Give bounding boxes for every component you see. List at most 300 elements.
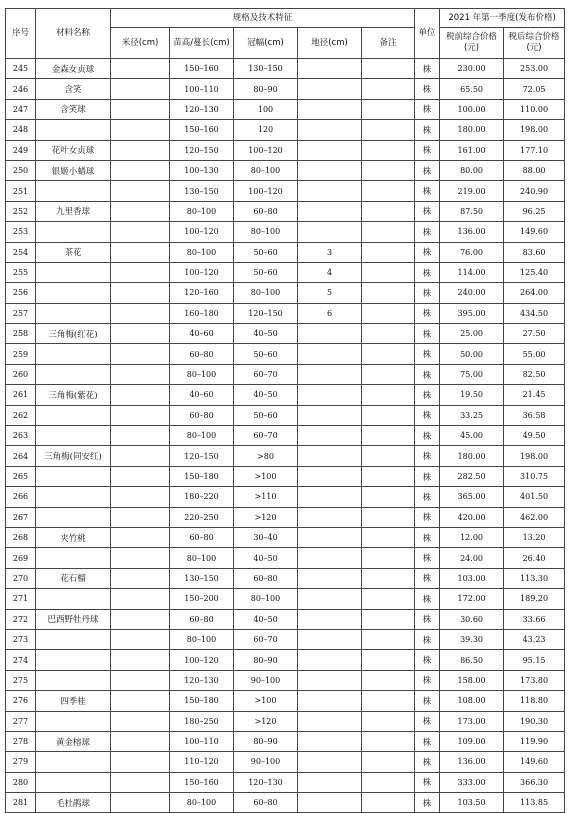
cell-note xyxy=(362,324,415,344)
table-row xyxy=(6,242,565,262)
table-row xyxy=(6,650,565,670)
cell-dijing xyxy=(298,140,362,160)
cell-unit: 株 xyxy=(415,324,440,344)
cell-note xyxy=(362,181,415,201)
cell-mijing xyxy=(111,405,170,425)
cell-unit: 株 xyxy=(415,629,440,649)
cell-crown: 50–60 xyxy=(234,405,298,425)
cell-note xyxy=(362,752,415,772)
cell-unit: 株 xyxy=(415,466,440,486)
cell-unit: 株 xyxy=(415,711,440,731)
table-row xyxy=(6,670,565,690)
cell-height: 160–180 xyxy=(170,303,234,323)
cell-crown: >100 xyxy=(234,466,298,486)
cell-crown: 90–100 xyxy=(234,752,298,772)
cell-material-name: 三角梅(紫花) xyxy=(36,385,111,405)
cell-dijing xyxy=(298,772,362,792)
cell-seq: 273 xyxy=(6,629,36,649)
cell-note xyxy=(362,426,415,446)
cell-mijing xyxy=(111,364,170,384)
cell-mijing xyxy=(111,160,170,180)
cell-height: 80–100 xyxy=(170,629,234,649)
cell-material-name: 三角梅(同安红) xyxy=(36,446,111,466)
cell-material-name: 茶花 xyxy=(36,242,111,262)
cell-material-name xyxy=(36,466,111,486)
cell-material-name xyxy=(36,222,111,242)
cell-note xyxy=(362,711,415,731)
cell-price-pre: 158.00 xyxy=(440,670,504,690)
cell-material-name xyxy=(36,344,111,364)
cell-height: 150–200 xyxy=(170,589,234,609)
table-row xyxy=(6,59,565,79)
cell-note xyxy=(362,507,415,527)
cell-note xyxy=(362,568,415,588)
cell-material-name xyxy=(36,711,111,731)
cell-material-name xyxy=(36,487,111,507)
cell-crown: 60–80 xyxy=(234,201,298,221)
header-unit: 单位 xyxy=(415,9,440,59)
cell-material-name xyxy=(36,650,111,670)
cell-price-post: 49.50 xyxy=(504,426,565,446)
header-period-group: 2021 年第一季度(发布价格) xyxy=(440,9,565,28)
table-row xyxy=(6,711,565,731)
cell-note xyxy=(362,487,415,507)
cell-price-post: 88.00 xyxy=(504,160,565,180)
cell-height: 180–250 xyxy=(170,711,234,731)
cell-dijing xyxy=(298,711,362,731)
cell-unit: 株 xyxy=(415,670,440,690)
cell-mijing xyxy=(111,589,170,609)
cell-price-post: 125.40 xyxy=(504,262,565,282)
cell-mijing xyxy=(111,181,170,201)
cell-mijing xyxy=(111,59,170,79)
cell-price-post: 149.60 xyxy=(504,752,565,772)
cell-mijing xyxy=(111,79,170,99)
cell-height: 120–130 xyxy=(170,99,234,119)
cell-note xyxy=(362,59,415,79)
cell-price-pre: 172.00 xyxy=(440,589,504,609)
cell-mijing xyxy=(111,446,170,466)
header-mijing: 米径(cm) xyxy=(111,28,170,59)
cell-price-post: 401.50 xyxy=(504,487,565,507)
cell-note xyxy=(362,222,415,242)
cell-price-post: 177.10 xyxy=(504,140,565,160)
cell-crown: >120 xyxy=(234,711,298,731)
cell-note xyxy=(362,650,415,670)
cell-material-name xyxy=(36,548,111,568)
cell-material-name: 夹竹桃 xyxy=(36,527,111,547)
header-seq: 序号 xyxy=(6,9,36,59)
cell-seq: 249 xyxy=(6,140,36,160)
cell-material-name xyxy=(36,629,111,649)
header-crown: 冠幅(cm) xyxy=(234,28,298,59)
price-table-container xyxy=(5,8,564,813)
cell-price-pre: 65.50 xyxy=(440,79,504,99)
cell-dijing xyxy=(298,405,362,425)
cell-crown: 50–60 xyxy=(234,262,298,282)
cell-price-pre: 50.00 xyxy=(440,344,504,364)
cell-mijing xyxy=(111,466,170,486)
cell-crown: 40–50 xyxy=(234,609,298,629)
cell-price-pre: 45.00 xyxy=(440,426,504,446)
table-row xyxy=(6,324,565,344)
cell-height: 80–100 xyxy=(170,426,234,446)
cell-height: 130–150 xyxy=(170,181,234,201)
cell-note xyxy=(362,140,415,160)
cell-seq: 258 xyxy=(6,324,36,344)
cell-height: 100–130 xyxy=(170,160,234,180)
cell-note xyxy=(362,446,415,466)
cell-dijing xyxy=(298,324,362,344)
cell-dijing xyxy=(298,466,362,486)
header-price-pre: 税前综合价格(元) xyxy=(440,28,504,59)
cell-unit: 株 xyxy=(415,405,440,425)
cell-note xyxy=(362,364,415,384)
cell-height: 150–180 xyxy=(170,466,234,486)
cell-seq: 277 xyxy=(6,711,36,731)
table-row xyxy=(6,772,565,792)
cell-material-name: 黄金榕球 xyxy=(36,731,111,751)
cell-unit: 株 xyxy=(415,160,440,180)
table-row xyxy=(6,691,565,711)
cell-seq: 256 xyxy=(6,283,36,303)
cell-price-pre: 420.00 xyxy=(440,507,504,527)
cell-price-pre: 219.00 xyxy=(440,181,504,201)
cell-dijing xyxy=(298,548,362,568)
cell-seq: 260 xyxy=(6,364,36,384)
cell-mijing xyxy=(111,242,170,262)
cell-dijing: 5 xyxy=(298,283,362,303)
cell-unit: 株 xyxy=(415,731,440,751)
cell-note xyxy=(362,385,415,405)
cell-height: 80–100 xyxy=(170,793,234,813)
cell-seq: 266 xyxy=(6,487,36,507)
cell-dijing xyxy=(298,487,362,507)
cell-crown: 40–50 xyxy=(234,385,298,405)
cell-height: 100–120 xyxy=(170,222,234,242)
cell-price-post: 113.85 xyxy=(504,793,565,813)
table-header xyxy=(6,9,565,59)
cell-material-name xyxy=(36,752,111,772)
header-dijing: 地径(cm) xyxy=(298,28,362,59)
cell-dijing xyxy=(298,120,362,140)
cell-note xyxy=(362,242,415,262)
cell-crown: 30–40 xyxy=(234,527,298,547)
cell-height: 120–130 xyxy=(170,670,234,690)
cell-unit: 株 xyxy=(415,487,440,507)
cell-material-name: 九里香球 xyxy=(36,201,111,221)
cell-unit: 株 xyxy=(415,507,440,527)
cell-mijing xyxy=(111,324,170,344)
cell-dijing xyxy=(298,222,362,242)
cell-mijing xyxy=(111,752,170,772)
cell-mijing xyxy=(111,507,170,527)
cell-note xyxy=(362,99,415,119)
table-row xyxy=(6,589,565,609)
cell-mijing xyxy=(111,303,170,323)
cell-height: 110–120 xyxy=(170,752,234,772)
cell-material-name xyxy=(36,262,111,282)
cell-material-name: 银姬小蜡球 xyxy=(36,160,111,180)
cell-seq: 248 xyxy=(6,120,36,140)
cell-seq: 271 xyxy=(6,589,36,609)
cell-seq: 252 xyxy=(6,201,36,221)
cell-material-name xyxy=(36,364,111,384)
cell-dijing xyxy=(298,752,362,772)
header-spec-group: 规格及技术特征 xyxy=(111,9,415,28)
cell-price-pre: 136.00 xyxy=(440,752,504,772)
table-row xyxy=(6,344,565,364)
cell-seq: 262 xyxy=(6,405,36,425)
cell-mijing xyxy=(111,222,170,242)
cell-height: 100–110 xyxy=(170,79,234,99)
cell-price-pre: 86.50 xyxy=(440,650,504,670)
cell-price-post: 13.20 xyxy=(504,527,565,547)
cell-price-pre: 103.50 xyxy=(440,793,504,813)
cell-height: 40–60 xyxy=(170,385,234,405)
cell-price-pre: 230.00 xyxy=(440,59,504,79)
header-height: 苗高/蔓长(cm) xyxy=(170,28,234,59)
cell-mijing xyxy=(111,711,170,731)
cell-price-pre: 103.00 xyxy=(440,568,504,588)
cell-unit: 株 xyxy=(415,385,440,405)
cell-material-name xyxy=(36,426,111,446)
cell-price-post: 264.00 xyxy=(504,283,565,303)
cell-mijing xyxy=(111,527,170,547)
cell-crown: 100–120 xyxy=(234,181,298,201)
cell-seq: 245 xyxy=(6,59,36,79)
cell-price-post: 95.15 xyxy=(504,650,565,670)
cell-price-pre: 114.00 xyxy=(440,262,504,282)
cell-price-pre: 180.00 xyxy=(440,446,504,466)
cell-note xyxy=(362,589,415,609)
cell-crown: 120 xyxy=(234,120,298,140)
cell-height: 60–80 xyxy=(170,609,234,629)
cell-price-pre: 136.00 xyxy=(440,222,504,242)
cell-note xyxy=(362,731,415,751)
cell-price-post: 43.23 xyxy=(504,629,565,649)
cell-height: 120–150 xyxy=(170,140,234,160)
cell-price-pre: 108.00 xyxy=(440,691,504,711)
cell-price-post: 55.00 xyxy=(504,344,565,364)
cell-note xyxy=(362,201,415,221)
cell-unit: 株 xyxy=(415,364,440,384)
cell-price-post: 310.75 xyxy=(504,466,565,486)
cell-dijing xyxy=(298,691,362,711)
cell-height: 150–180 xyxy=(170,691,234,711)
cell-crown: 60–70 xyxy=(234,364,298,384)
cell-price-post: 21.45 xyxy=(504,385,565,405)
cell-dijing xyxy=(298,650,362,670)
cell-price-post: 119.90 xyxy=(504,731,565,751)
cell-seq: 276 xyxy=(6,691,36,711)
table-row xyxy=(6,222,565,242)
table-body xyxy=(6,59,565,813)
cell-price-post: 198.00 xyxy=(504,446,565,466)
cell-crown: >120 xyxy=(234,507,298,527)
table-row xyxy=(6,507,565,527)
cell-dijing xyxy=(298,59,362,79)
cell-dijing xyxy=(298,181,362,201)
cell-dijing: 6 xyxy=(298,303,362,323)
table-row xyxy=(6,120,565,140)
cell-mijing xyxy=(111,670,170,690)
header-note: 备注 xyxy=(362,28,415,59)
cell-mijing xyxy=(111,731,170,751)
cell-note xyxy=(362,772,415,792)
cell-unit: 株 xyxy=(415,752,440,772)
cell-price-post: 189.20 xyxy=(504,589,565,609)
cell-dijing xyxy=(298,568,362,588)
cell-unit: 株 xyxy=(415,222,440,242)
table-row xyxy=(6,527,565,547)
cell-unit: 株 xyxy=(415,181,440,201)
cell-price-post: 82.50 xyxy=(504,364,565,384)
table-row xyxy=(6,99,565,119)
cell-crown: 90–100 xyxy=(234,670,298,690)
cell-material-name: 四季桂 xyxy=(36,691,111,711)
cell-material-name xyxy=(36,405,111,425)
cell-seq: 272 xyxy=(6,609,36,629)
cell-dijing: 4 xyxy=(298,262,362,282)
cell-price-pre: 80.00 xyxy=(440,160,504,180)
cell-dijing xyxy=(298,160,362,180)
cell-mijing xyxy=(111,691,170,711)
cell-material-name: 金森女贞球 xyxy=(36,59,111,79)
cell-price-pre: 30.60 xyxy=(440,609,504,629)
cell-seq: 268 xyxy=(6,527,36,547)
cell-height: 60–80 xyxy=(170,344,234,364)
cell-unit: 株 xyxy=(415,691,440,711)
cell-seq: 254 xyxy=(6,242,36,262)
cell-mijing xyxy=(111,548,170,568)
cell-price-pre: 75.00 xyxy=(440,364,504,384)
cell-note xyxy=(362,548,415,568)
table-row xyxy=(6,160,565,180)
cell-price-pre: 87.50 xyxy=(440,201,504,221)
cell-crown: 100 xyxy=(234,99,298,119)
cell-price-post: 27.50 xyxy=(504,324,565,344)
cell-seq: 270 xyxy=(6,568,36,588)
cell-crown: 60–80 xyxy=(234,793,298,813)
cell-dijing xyxy=(298,364,362,384)
cell-seq: 280 xyxy=(6,772,36,792)
cell-material-name: 巴西野牡丹球 xyxy=(36,609,111,629)
cell-unit: 株 xyxy=(415,772,440,792)
cell-height: 100–120 xyxy=(170,650,234,670)
cell-price-pre: 161.00 xyxy=(440,140,504,160)
cell-material-name: 花叶女贞球 xyxy=(36,140,111,160)
cell-price-post: 253.00 xyxy=(504,59,565,79)
cell-material-name xyxy=(36,772,111,792)
cell-note xyxy=(362,160,415,180)
table-row xyxy=(6,731,565,751)
cell-unit: 株 xyxy=(415,242,440,262)
cell-dijing xyxy=(298,426,362,446)
cell-dijing xyxy=(298,793,362,813)
cell-price-post: 72.05 xyxy=(504,79,565,99)
cell-seq: 250 xyxy=(6,160,36,180)
cell-price-pre: 173.00 xyxy=(440,711,504,731)
cell-note xyxy=(362,670,415,690)
cell-dijing xyxy=(298,629,362,649)
cell-price-post: 240.90 xyxy=(504,181,565,201)
cell-price-post: 36.58 xyxy=(504,405,565,425)
cell-note xyxy=(362,262,415,282)
cell-unit: 株 xyxy=(415,344,440,364)
cell-price-pre: 180.00 xyxy=(440,120,504,140)
table-row xyxy=(6,487,565,507)
cell-material-name: 含笑 xyxy=(36,79,111,99)
cell-price-post: 462.00 xyxy=(504,507,565,527)
cell-unit: 株 xyxy=(415,262,440,282)
cell-crown: 80–100 xyxy=(234,589,298,609)
table-row xyxy=(6,793,565,813)
cell-seq: 261 xyxy=(6,385,36,405)
cell-dijing xyxy=(298,609,362,629)
cell-price-post: 190.30 xyxy=(504,711,565,731)
header-price-post: 税后综合价格(元) xyxy=(504,28,565,59)
cell-price-pre: 33.25 xyxy=(440,405,504,425)
cell-height: 80–100 xyxy=(170,201,234,221)
cell-crown: 60–70 xyxy=(234,629,298,649)
cell-mijing xyxy=(111,283,170,303)
cell-dijing xyxy=(298,99,362,119)
cell-mijing xyxy=(111,609,170,629)
table-row xyxy=(6,629,565,649)
cell-mijing xyxy=(111,426,170,446)
cell-material-name: 花石榴 xyxy=(36,568,111,588)
cell-height: 180–220 xyxy=(170,487,234,507)
cell-crown: 50–60 xyxy=(234,344,298,364)
cell-mijing xyxy=(111,487,170,507)
cell-note xyxy=(362,120,415,140)
cell-price-post: 110.00 xyxy=(504,99,565,119)
cell-price-pre: 76.00 xyxy=(440,242,504,262)
cell-unit: 株 xyxy=(415,59,440,79)
cell-price-post: 118.80 xyxy=(504,691,565,711)
cell-seq: 247 xyxy=(6,99,36,119)
cell-unit: 株 xyxy=(415,568,440,588)
cell-crown: 120–150 xyxy=(234,303,298,323)
cell-seq: 269 xyxy=(6,548,36,568)
cell-note xyxy=(362,793,415,813)
cell-mijing xyxy=(111,568,170,588)
table-row xyxy=(6,79,565,99)
table-row xyxy=(6,548,565,568)
cell-price-pre: 12.00 xyxy=(440,527,504,547)
cell-crown: >80 xyxy=(234,446,298,466)
cell-height: 60–80 xyxy=(170,527,234,547)
cell-mijing xyxy=(111,120,170,140)
cell-height: 100–120 xyxy=(170,262,234,282)
cell-price-pre: 395.00 xyxy=(440,303,504,323)
cell-seq: 278 xyxy=(6,731,36,751)
cell-height: 80–100 xyxy=(170,242,234,262)
cell-seq: 274 xyxy=(6,650,36,670)
cell-unit: 株 xyxy=(415,120,440,140)
cell-height: 120–150 xyxy=(170,446,234,466)
cell-price-post: 96.25 xyxy=(504,201,565,221)
cell-note xyxy=(362,527,415,547)
cell-mijing xyxy=(111,385,170,405)
cell-unit: 株 xyxy=(415,609,440,629)
cell-price-post: 198.00 xyxy=(504,120,565,140)
cell-price-pre: 240.00 xyxy=(440,283,504,303)
cell-seq: 267 xyxy=(6,507,36,527)
cell-dijing xyxy=(298,201,362,221)
cell-dijing xyxy=(298,670,362,690)
